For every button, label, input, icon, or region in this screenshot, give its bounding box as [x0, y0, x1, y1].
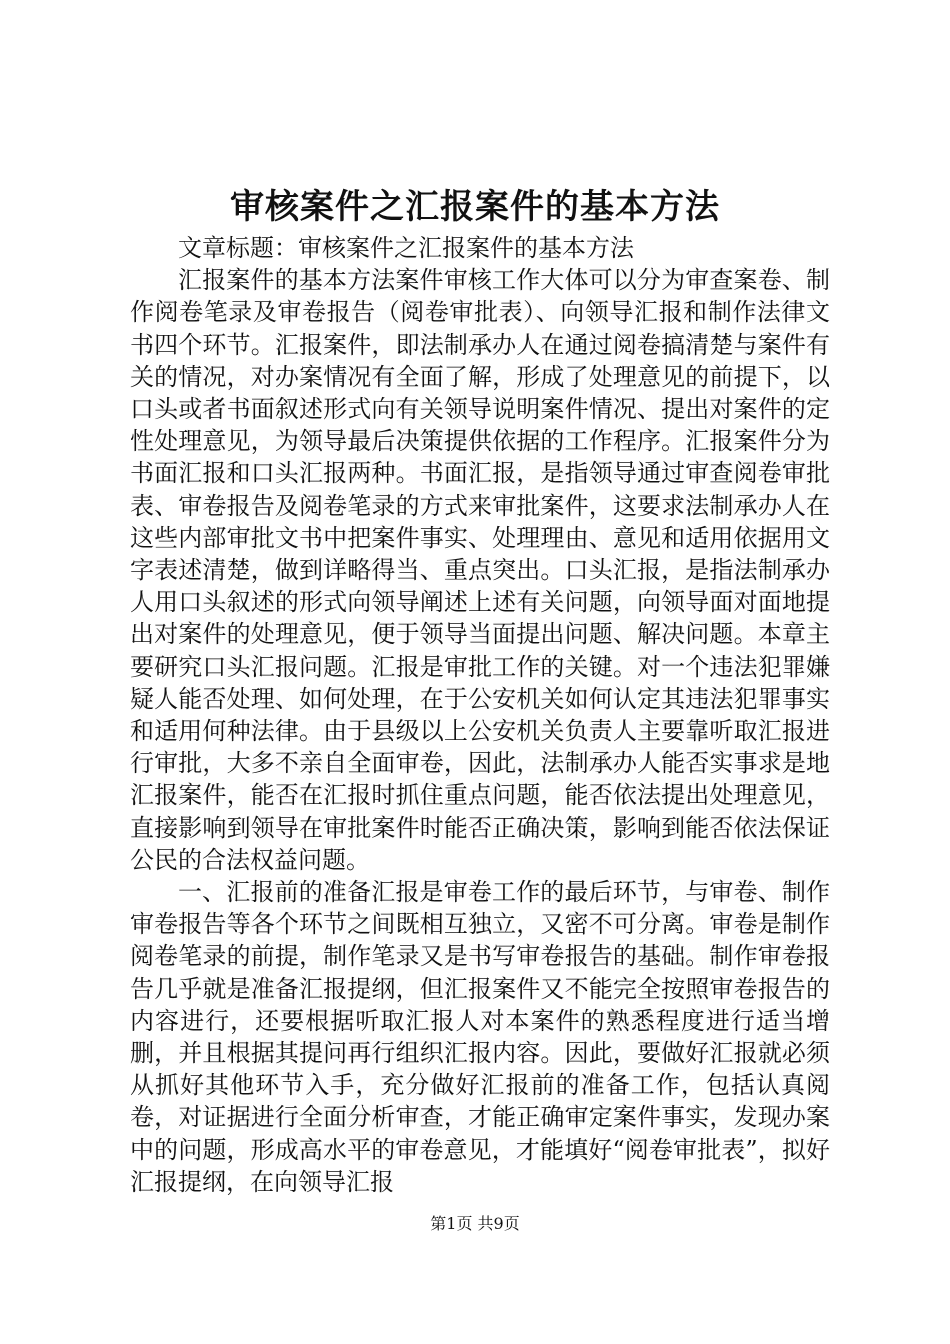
paragraph-article-title: 文章标题：审核案件之汇报案件的基本方法 [178, 234, 634, 262]
paragraph-intro: 汇报案件的基本方法案件审核工作大体可以分为审查案卷、制作阅卷笔录及审卷报告（阅卷审批表）、向领导汇报和制作法律文书四个环节。汇报案件，即法制承办人在通过阅卷搞清楚与案件有关的情况，对办案情况有全面了解，形成了处理意见的前提下，以口头或者书面叙述形式向有关领导说明案件情况、提出对案件的定性处理意见，为领导最后决策提供依据的工作程序。汇报案件分为书面汇报和口头汇报两种。书面汇报，是指领导通过审查阅卷审批表、审卷报告及阅卷笔录的方式来审批案件，这要求法制承办人在这些内部审批文书中把案件事实、处理理由、意见和适用依据用文字表述清楚，做到详略得当、重点突出。口头汇报，是指法制承办人用口头叙述的形式向领导阐述上述有关问题，向领导面对面地提出对案件的处理意见，便于领导当面提出问题、解决问题。本章主要研究口头汇报问题。汇报是审批工作的关键。对一个违法犯罪嫌疑人能否处理、如何处理，在于公安机关如何认定其违法犯罪事实和适用何种法律。由于县级以上公安机关负责人主要靠听取汇报进行审批，大多不亲自全面审卷，因此，法制承办人能否实事求是地汇报案件，能否在汇报时抓住重点问题，能否依法提出处理意见，直接影响到领导在审批案件时能否正确决策，影响到能否依法保证公民的合法权益问题。 [130, 266, 830, 874]
document-title: 审核案件之汇报案件的基本方法 [230, 187, 720, 227]
document-body [130, 232, 830, 1198]
page-footer: 第1页 共9页 [430, 1214, 520, 1233]
paragraph-section-one: 一、汇报前的准备汇报是审卷工作的最后环节，与审卷、制作审卷报告等各个环节之间既相互独立，又密不可分离。审卷是制作阅卷笔录的前提，制作笔录又是书写审卷报告的基础。制作审卷报告几乎就是准备汇报提纲，但汇报案件又不能完全按照审卷报告的内容进行，还要根据听取汇报人对本案件的熟悉程度进行适当增删，并且根据其提问再行组织汇报内容。因此，要做好汇报就必须从抓好其他环节入手，充分做好汇报前的准备工作，包括认真阅卷，对证据进行全面分析审查，才能正确审定案件事实，发现办案中的问题，形成高水平的审卷意见，才能填好“阅卷审批表”，拟好汇报提纲，在向领导汇报 [130, 878, 830, 1196]
